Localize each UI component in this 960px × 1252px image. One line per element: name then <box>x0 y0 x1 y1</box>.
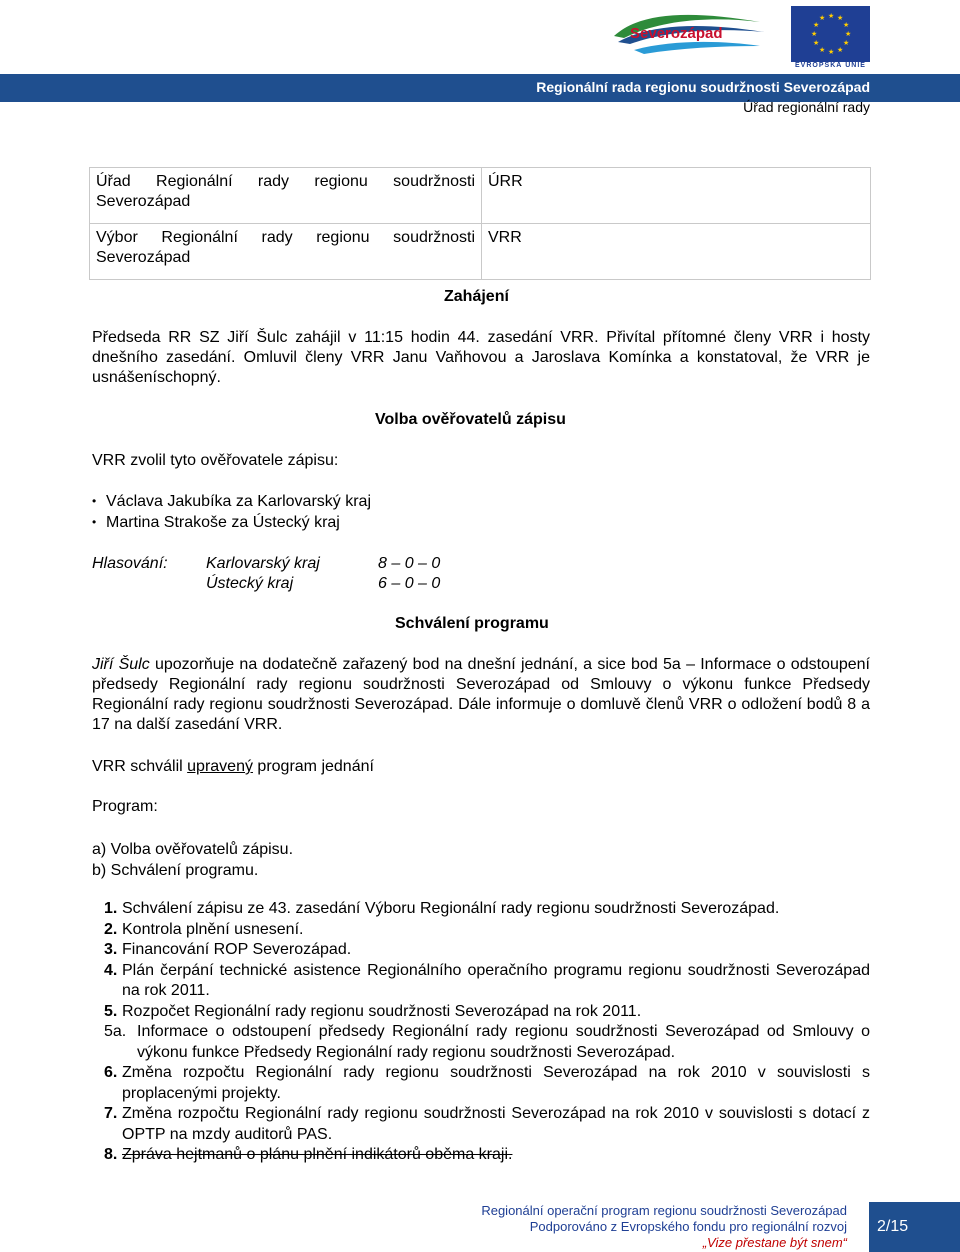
item-text: Zpráva hejtmanů o plánu plnění indikátorů oběma kraji. <box>122 1146 513 1163</box>
item-text: Změna rozpočtu Regionální rady regionu soudržnosti Severozápad na rok 2010 v souvislosti s dotací z OPTP na mzdy auditorů PAS. <box>122 1105 870 1143</box>
program-label: Program: <box>92 798 158 815</box>
header-title: Regionální rada regionu soudržnosti Severozápad <box>536 79 870 95</box>
item-text: Informace o odstoupení předsedy Regionální rady regionu soudržnosti Severozápad od Smlouvy o výkonu funkce Předsedy Regionální rady regionu soudržnosti Severozápad. <box>137 1023 870 1061</box>
item-text: Změna rozpočtu Regionální rady regionu soudržnosti Severozápad na rok 2010 v souvislosti s proplacenými projekty. <box>122 1064 870 1102</box>
opening-paragraph: Předseda RR SZ Jiří Šulc zahájil v 11:15 hodin 44. zasedání VRR. Přivítal přítomné členy VRR i hosty dnešního zasedání. Omluvil členy VRR Janu Vaňhovou a Jaroslava Komínka a konstatoval, že VRR je usnášeníschopný. <box>92 329 870 386</box>
list-item <box>92 1002 870 1023</box>
list-item <box>92 940 870 961</box>
svg-text:★: ★ <box>837 46 844 54</box>
program-items <box>92 899 870 1166</box>
abbreviation-code: ÚRR <box>482 168 871 224</box>
item-text: Plán čerpání technické asistence Regionálního operačního programu regionu soudržnosti Severozápad na rok 2011. <box>122 961 870 999</box>
item-number: 5a. <box>104 1023 127 1040</box>
program-letters <box>92 839 293 881</box>
svg-text:★: ★ <box>837 14 844 22</box>
list-item: • Martina Strakoše za Ústecký kraj <box>92 512 371 533</box>
abbreviation-name: Výbor Regionální rady regionu soudržnosti Severozápad <box>90 224 482 280</box>
eu-caption: EVROPSKÁ UNIE <box>795 62 866 69</box>
item-text: Kontrola plnění usnesení. <box>122 920 304 938</box>
list-item <box>92 1104 870 1145</box>
approval-underlined: upravený <box>187 758 253 775</box>
list-item <box>92 1022 870 1063</box>
item-number: 1. <box>104 900 118 917</box>
item-number: 3. <box>104 941 118 958</box>
item-number: 8. <box>104 1146 118 1163</box>
header-subtitle: Úřad regionální rady <box>743 99 870 115</box>
approval-suffix: program jednání <box>252 758 374 775</box>
list-item <box>92 1063 870 1104</box>
svg-text:★: ★ <box>828 12 835 20</box>
svg-text:★: ★ <box>843 39 850 47</box>
list-item: a) Volba ověřovatelů zápisu. <box>92 841 294 858</box>
footer-slogan: „Vize přestane být snem“ <box>702 1235 847 1250</box>
item-text: Schválení zápisu ze 43. zasedání Výboru Regionální rady regionu soudržnosti Severozápad. <box>122 900 780 917</box>
svg-text:★: ★ <box>813 21 820 29</box>
table-row <box>90 224 871 280</box>
verifiers-list <box>92 491 371 533</box>
section-heading-program: Schválení programu <box>395 615 549 632</box>
list-item <box>92 961 870 1002</box>
abbreviation-table <box>89 167 871 280</box>
svg-text:★: ★ <box>813 39 820 47</box>
svg-text:★: ★ <box>828 48 835 56</box>
eu-flag-icon <box>791 6 870 62</box>
item-number: 5. <box>104 1002 118 1020</box>
table-row <box>90 168 871 224</box>
svg-text:Severozápad: Severozápad <box>630 25 723 42</box>
vote-region: Karlovarský kraj <box>206 555 320 572</box>
vote-result: 6 – 0 – 0 <box>378 575 441 592</box>
verifiers-intro: VRR zvolil tyto ověřovatele zápisu: <box>92 452 339 469</box>
abbreviation-name: Úřad Regionální rady regionu soudržnosti Severozápad <box>90 168 482 224</box>
vote-result: 8 – 0 – 0 <box>378 555 441 572</box>
item-number: 4. <box>104 961 118 979</box>
list-item: • Václava Jakubíka za Karlovarský kraj <box>92 491 371 512</box>
list-item <box>92 1145 870 1166</box>
person-name: Jiří Šulc <box>92 656 150 673</box>
section-heading-opening: Zahájení <box>444 288 509 305</box>
vote-region: Ústecký kraj <box>206 575 294 592</box>
svg-text:★: ★ <box>811 30 818 38</box>
list-item <box>92 899 870 920</box>
item-number: 2. <box>104 920 118 938</box>
svg-text:★: ★ <box>843 21 850 29</box>
abbreviation-code: VRR <box>482 224 871 280</box>
item-text: Rozpočet Regionální rady regionu soudržnosti Severozápad na rok 2011. <box>122 1002 642 1020</box>
page-number: 2/15 <box>877 1218 909 1235</box>
list-item <box>92 920 870 941</box>
list-item: b) Schválení programu. <box>92 862 259 879</box>
severozapad-logo <box>610 6 770 64</box>
footer-line-2: Podporováno z Evropského fondu pro regionální rozvoj <box>529 1219 847 1234</box>
item-number: 6. <box>104 1064 118 1081</box>
footer-line-1: Regionální operační program regionu soudržnosti Severozápad <box>481 1203 847 1218</box>
section-heading-verifiers: Volba ověřovatelů zápisu <box>375 411 566 428</box>
approval-line <box>92 758 374 776</box>
program-paragraph-text: upozorňuje na dodatečně zařazený bod na dnešní jednání, a sice bod 5a – Informace o odstoupení předsedy Regionální rady regionu soudržnosti Severozápad od Smlouvy o výkonu funkce Předsedy Regionální rady regionu soudržnosti Severozápad. Dále informuje o domluvě členů VRR o odložení bodů 8 a 17 na další zasedání VRR. <box>92 656 870 733</box>
item-text: Financování ROP Severozápad. <box>122 941 352 958</box>
item-number: 7. <box>104 1105 118 1122</box>
svg-text:★: ★ <box>819 14 826 22</box>
approval-prefix: VRR schválil <box>92 758 188 775</box>
program-paragraph <box>92 655 870 735</box>
svg-text:★: ★ <box>819 46 826 54</box>
voting-label: Hlasování: <box>92 555 168 572</box>
svg-text:★: ★ <box>845 30 852 38</box>
